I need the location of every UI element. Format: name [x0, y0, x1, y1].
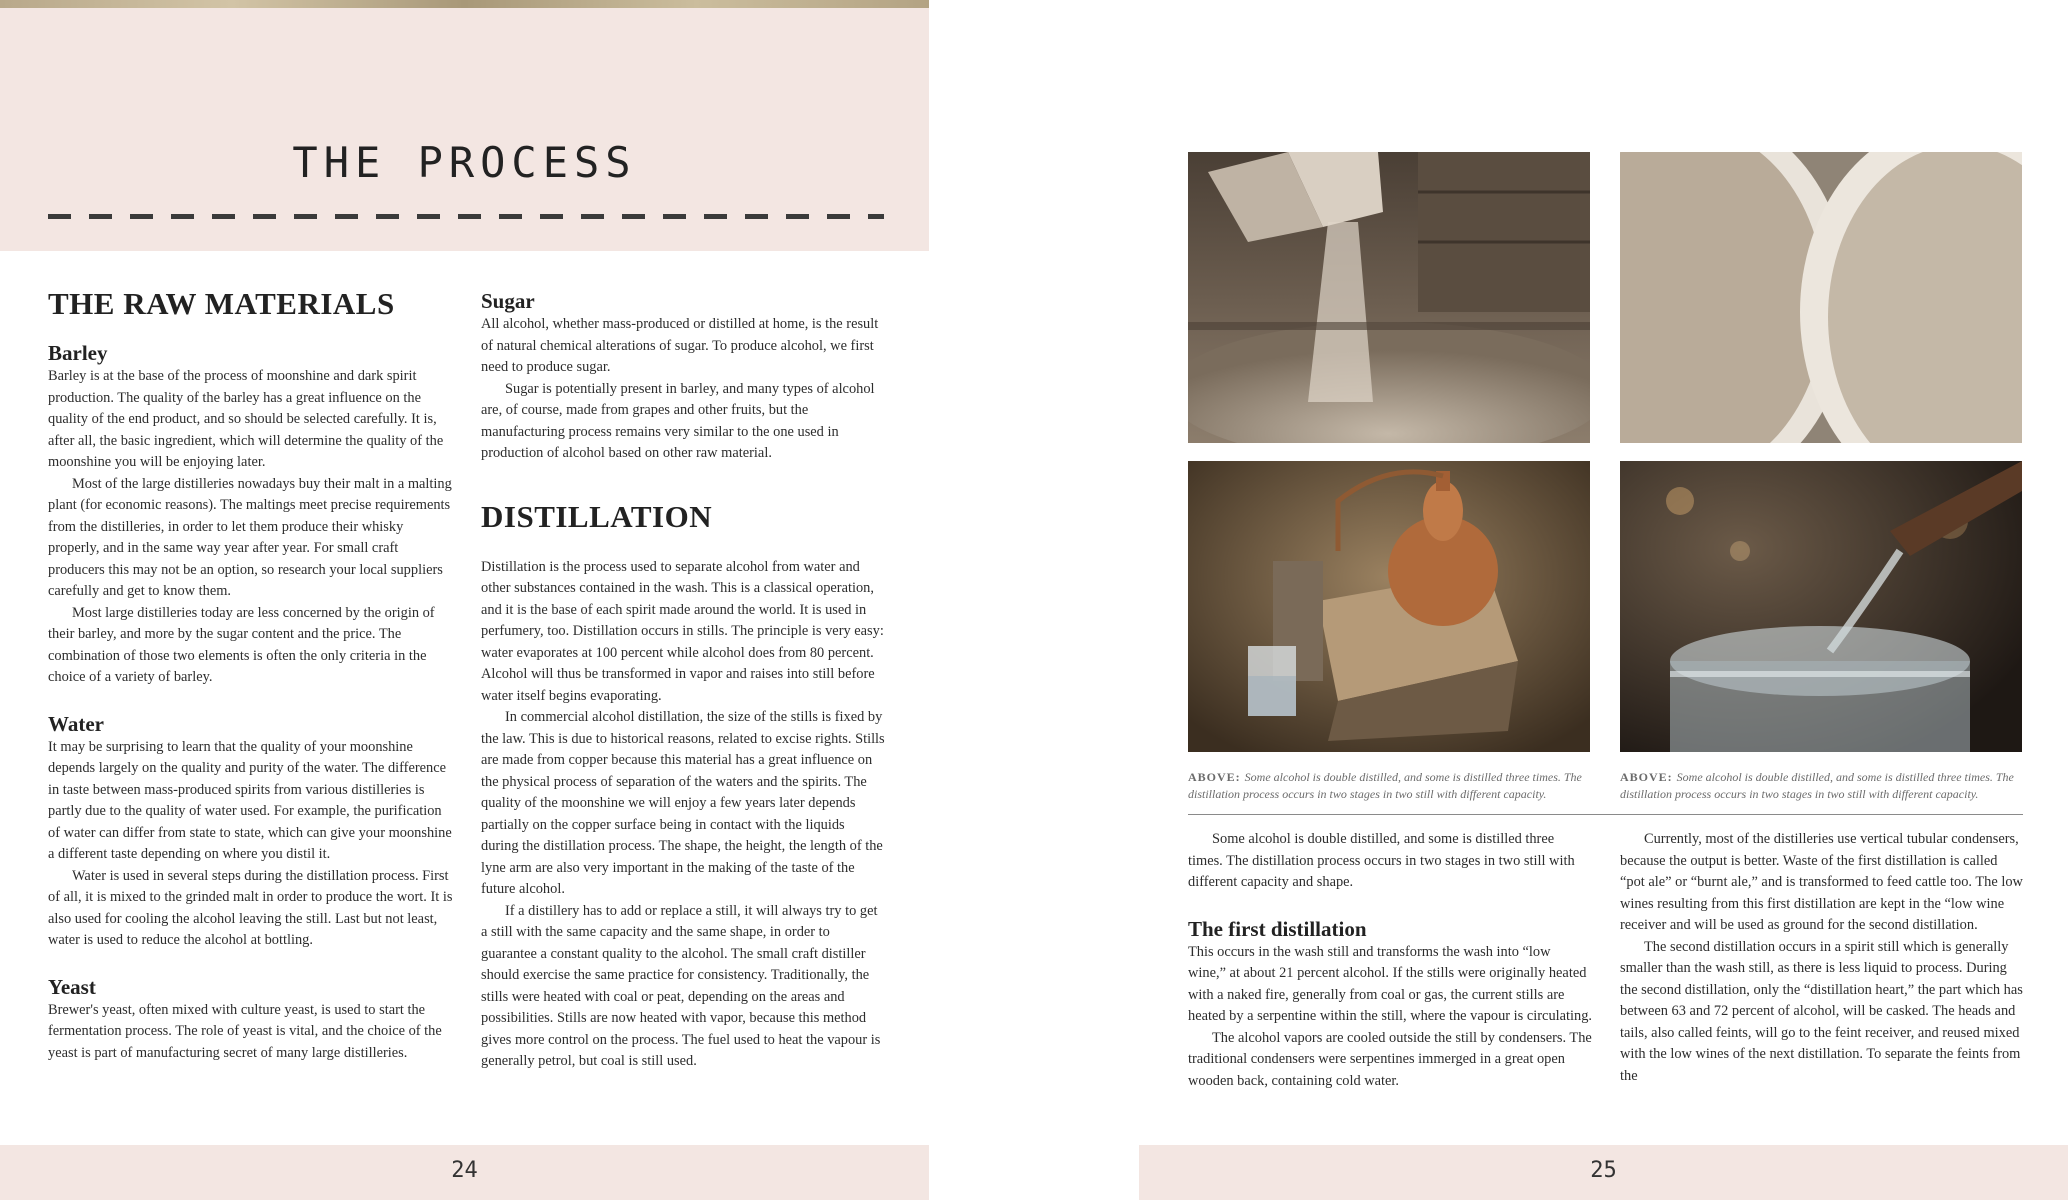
- top-texture-strip: [0, 0, 929, 8]
- distillation-paragraph-1: Distillation is the process used to separate alcohol from water and other substances contained in the wash. This is a classical operation, and it is the base of each spirit made around the world. It is used in perfumery, too. Distillation occurs in stills. The principle is very easy: water evaporates at 100 percent while alcohol does from 80 percent. Alcohol will thus be transformed in vapor and raises into still before water itself begins evaporating.: [481, 558, 884, 704]
- caption-left: [1188, 769, 1590, 803]
- sugar-heading: Sugar: [481, 289, 535, 313]
- yeast-paragraph-1: Brewer's yeast, often mixed with culture yeast, is used to start the fermentation process. The role of yeast is vital, and the choice of the yeast is part of manufacturing secret of many large distilleries.: [48, 1001, 442, 1061]
- second-distillation-paragraph: The second distillation occurs in a spirit still which is generally smaller than the wash still, as there is less liquid to process. During the second distillation, only the “distillation heart,” the part which has between 63 and 72 percent of alcohol, will be casked. The heads and tails, also called feints, will go to the feint receiver, and reused mixed with the low wines of the next distillation. To separate the feints from the: [1620, 938, 2023, 1084]
- first-distillation-heading: The first distillation: [1188, 916, 1367, 941]
- caption-divider: [1188, 814, 2023, 815]
- caption-text: Some alcohol is double distilled, and some is distilled three times. The distillation process occurs in two stages in two still with different capacity.: [1620, 770, 2014, 801]
- intro-paragraph: Some alcohol is double distilled, and some is distilled three times. The distillation process occurs in two stages in two still with different capacity and shape.: [1188, 831, 1575, 890]
- distillation-paragraph-3: If a distillery has to add or replace a still, it will always try to get a still with the same capacity and the same shape, in order to guarantee a constant quality to the alcohol. The small craft distiller should exercise the same practice for consistency. Traditionally, the stills were heated with coal or peat, depending on the areas and possibilities. Stills are now heated with vapor, because this method gives more control on the process. The fuel used to heat the vapour is generally petrol, but coal is still used.: [481, 902, 881, 1069]
- condensers-paragraph: Currently, most of the distilleries use vertical tubular condensers, because the output is better. Waste of the first distillation is called “pot ale” or “burnt ale,” and is transformed to feed cattle too. The low wines resulting from this first distillation are kept in the “low wine receiver and will be used as ground for the second distillation.: [1620, 831, 2023, 933]
- right-column-2: [1620, 829, 2024, 1087]
- left-column-1: [48, 286, 454, 1064]
- first-distillation-paragraph-1: This occurs in the wash still and transforms the wash into “low wine,” at about 21 percent alcohol. If the stills were originally heated with a naked fire, generally from coal or gas, the current stills are heated by a serpentine within the still, where the vapour is circulating.: [1188, 943, 1593, 1024]
- caption-label: ABOVE:: [1620, 770, 1673, 784]
- photo-copper-still-image: [1188, 461, 1590, 752]
- right-column-1: [1188, 829, 1592, 1092]
- caption-text: Some alcohol is double distilled, and some is distilled three times. The distillation process occurs in two stages in two still with different capacity.: [1188, 770, 1582, 801]
- photo-pouring-jar: [1620, 461, 2022, 752]
- photo-pouring-jar-image: [1620, 461, 2022, 752]
- barley-heading: Barley: [48, 341, 108, 365]
- yeast-heading: Yeast: [48, 974, 96, 999]
- sugar-paragraph-2: Sugar is potentially present in barley, and many types of alcohol are, of course, made from grapes and other fruits, but the manufacturing process remains very similar to the one used in production of alcohol based on other raw material.: [481, 380, 875, 461]
- barley-paragraph-2: Most of the large distilleries nowadays buy their malt in a malting plant (for economic reasons). The maltings meet precise requirements from the distilleries, in order to let them produce their whisky properly, and in the same way year after year. For small craft producers this may not be an option, so research your local suppliers carefully and get to know them.: [48, 475, 452, 599]
- sugar-paragraph-1: All alcohol, whether mass-produced or distilled at home, is the result of natural chemical alterations of sugar. To produce alcohol, we first need to produce sugar.: [481, 316, 879, 375]
- page-number-right: 25: [1590, 1158, 1617, 1183]
- chapter-title: THE PROCESS: [292, 138, 637, 187]
- photo-grain-bowls-image: [1620, 152, 2022, 443]
- right-page: [1139, 0, 2068, 1200]
- photo-grain-pouring-image: [1188, 152, 1590, 443]
- photo-copper-still: [1188, 461, 1590, 752]
- caption-right: [1620, 769, 2022, 803]
- distillation-paragraph-2: In commercial alcohol distillation, the size of the stills is fixed by the law. This is due to historical reasons, related to excise rights. Stills are made from copper because this material has a great influence on the physical process of separation of the waters and the spirits. The quality of the moonshine we will enjoy a few years later depends partially on the copper surface being in contact with the liquids during the distillation process. The shape, the height, the length of the lyne arm are also very important in the making of the taste of the future alcohol.: [481, 709, 885, 897]
- first-distillation-paragraph-2: The alcohol vapors are cooled outside the still by condensers. The traditional condensers were serpentines immerged in a great open wooden back, containing cold water.: [1188, 1029, 1592, 1089]
- caption-label: ABOVE:: [1188, 770, 1241, 784]
- water-heading: Water: [48, 711, 104, 736]
- dashed-divider: [48, 214, 884, 219]
- photo-grain-pouring: [1188, 152, 1590, 443]
- water-paragraph-1: It may be surprising to learn that the quality of your moonshine depends largely on the quality and purity of the water. The difference in taste between mass-produced spirits from various distilleries is partly due to the quality of water used. For example, the purification of water can differ from state to state, which can give your moonshine a different taste depending on where you distil it.: [48, 738, 452, 862]
- page-number-left: 24: [451, 1158, 478, 1183]
- left-page: [0, 0, 929, 1200]
- photo-grain-bowls: [1620, 152, 2022, 443]
- left-column-2: [481, 288, 885, 1073]
- distillation-heading: DISTILLATION: [481, 498, 713, 534]
- water-paragraph-2: Water is used in several steps during the distillation process. First of all, it is mixed to the grinded malt in order to produce the wort. It is also used for cooling the alcohol leaving the still. Last but not least, water is used to reduce the alcohol at bottling.: [48, 867, 453, 948]
- raw-materials-heading: THE RAW MATERIALS: [48, 286, 395, 321]
- barley-paragraph-3: Most large distilleries today are less concerned by the origin of their barley, and more by the sugar content and the price. The combination of those two elements is often the only criteria in the choice of a variety of barley.: [48, 604, 435, 685]
- barley-paragraph-1: Barley is at the base of the process of moonshine and dark spirit production. The quality of the barley has a great influence on the quality of the end product, and so should be selected carefully. It is, after all, the basic ingredient, which will determine the quality of the moonshine you will be enjoying later.: [48, 368, 444, 470]
